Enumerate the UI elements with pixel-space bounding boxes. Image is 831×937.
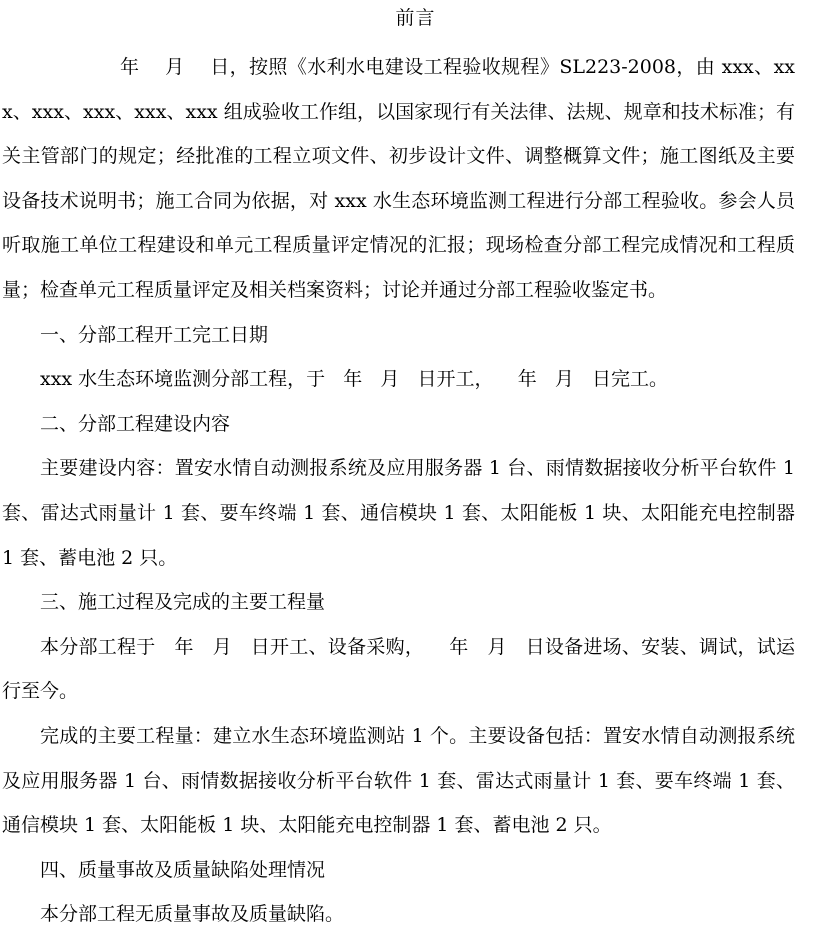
- intro-paragraph: 年 月 日，按照《水利水电建设工程验收规程》SL223-2008，由 xxx、xxx、xxx、xxx、xxx、xxx 组成验收工作组，以国家现行有关法律、法规、规章和技术标准；有关主管部门的规定；经批准的工程立项文件、初步设计文件、调整概算文件；施工图纸及主要设备技术说明书；施工合同为依据，对 xxx 水生态环境监测工程进行分部工程验收。参会人员听取施工单位工程建设和单元工程质量评定情况的汇报；现场检查分部工程完成情况和工程质量；检查单元工程质量评定及相关档案资料；讨论并通过分部工程验收鉴定书。: [2, 56, 795, 301]
- section-paragraph-4: 完成的主要工程量：建立水生态环境监测站 1 个。主要设备包括：置安水情自动测报系统及应用服务器 1 台、雨情数据接收分析平台软件 1 套、雷达式雨量计 1 套、要车终端 1 套、通信模块 1 套、太阳能板 1 块、太阳能充电控制器 1 套、蓄电池 2 只。: [2, 724, 795, 837]
- section-heading-1: 一、分部工程开工完工日期: [40, 323, 269, 346]
- section-paragraph-2: 主要建设内容：置安水情自动测报系统及应用服务器 1 台、雨情数据接收分析平台软件 1 套、雷达式雨量计 1 套、要车终端 1 套、通信模块 1 套、太阳能板 1 块、太阳能充电控制器 1 套、蓄电池 2 只。: [2, 457, 802, 569]
- section-paragraph-5: 本分部工程无质量事故及质量缺陷。: [40, 903, 345, 926]
- section-paragraph-3: 本分部工程于 年 月 日开工、设备采购， 年 月 日设备进场、安装、调试，试运行至今。: [2, 635, 795, 703]
- document-body: [2, 45, 802, 937]
- section-heading-3: 三、施工过程及完成的主要工程量: [40, 591, 326, 614]
- section-paragraph-1: xxx 水生态环境监测分部工程，于 年 月 日开工， 年 月 日完工。: [40, 368, 668, 391]
- page-title: 前言: [395, 7, 436, 29]
- section-heading-4: 四、质量事故及质量缺陷处理情况: [40, 858, 326, 881]
- section-heading-2: 二、分部工程建设内容: [40, 412, 231, 435]
